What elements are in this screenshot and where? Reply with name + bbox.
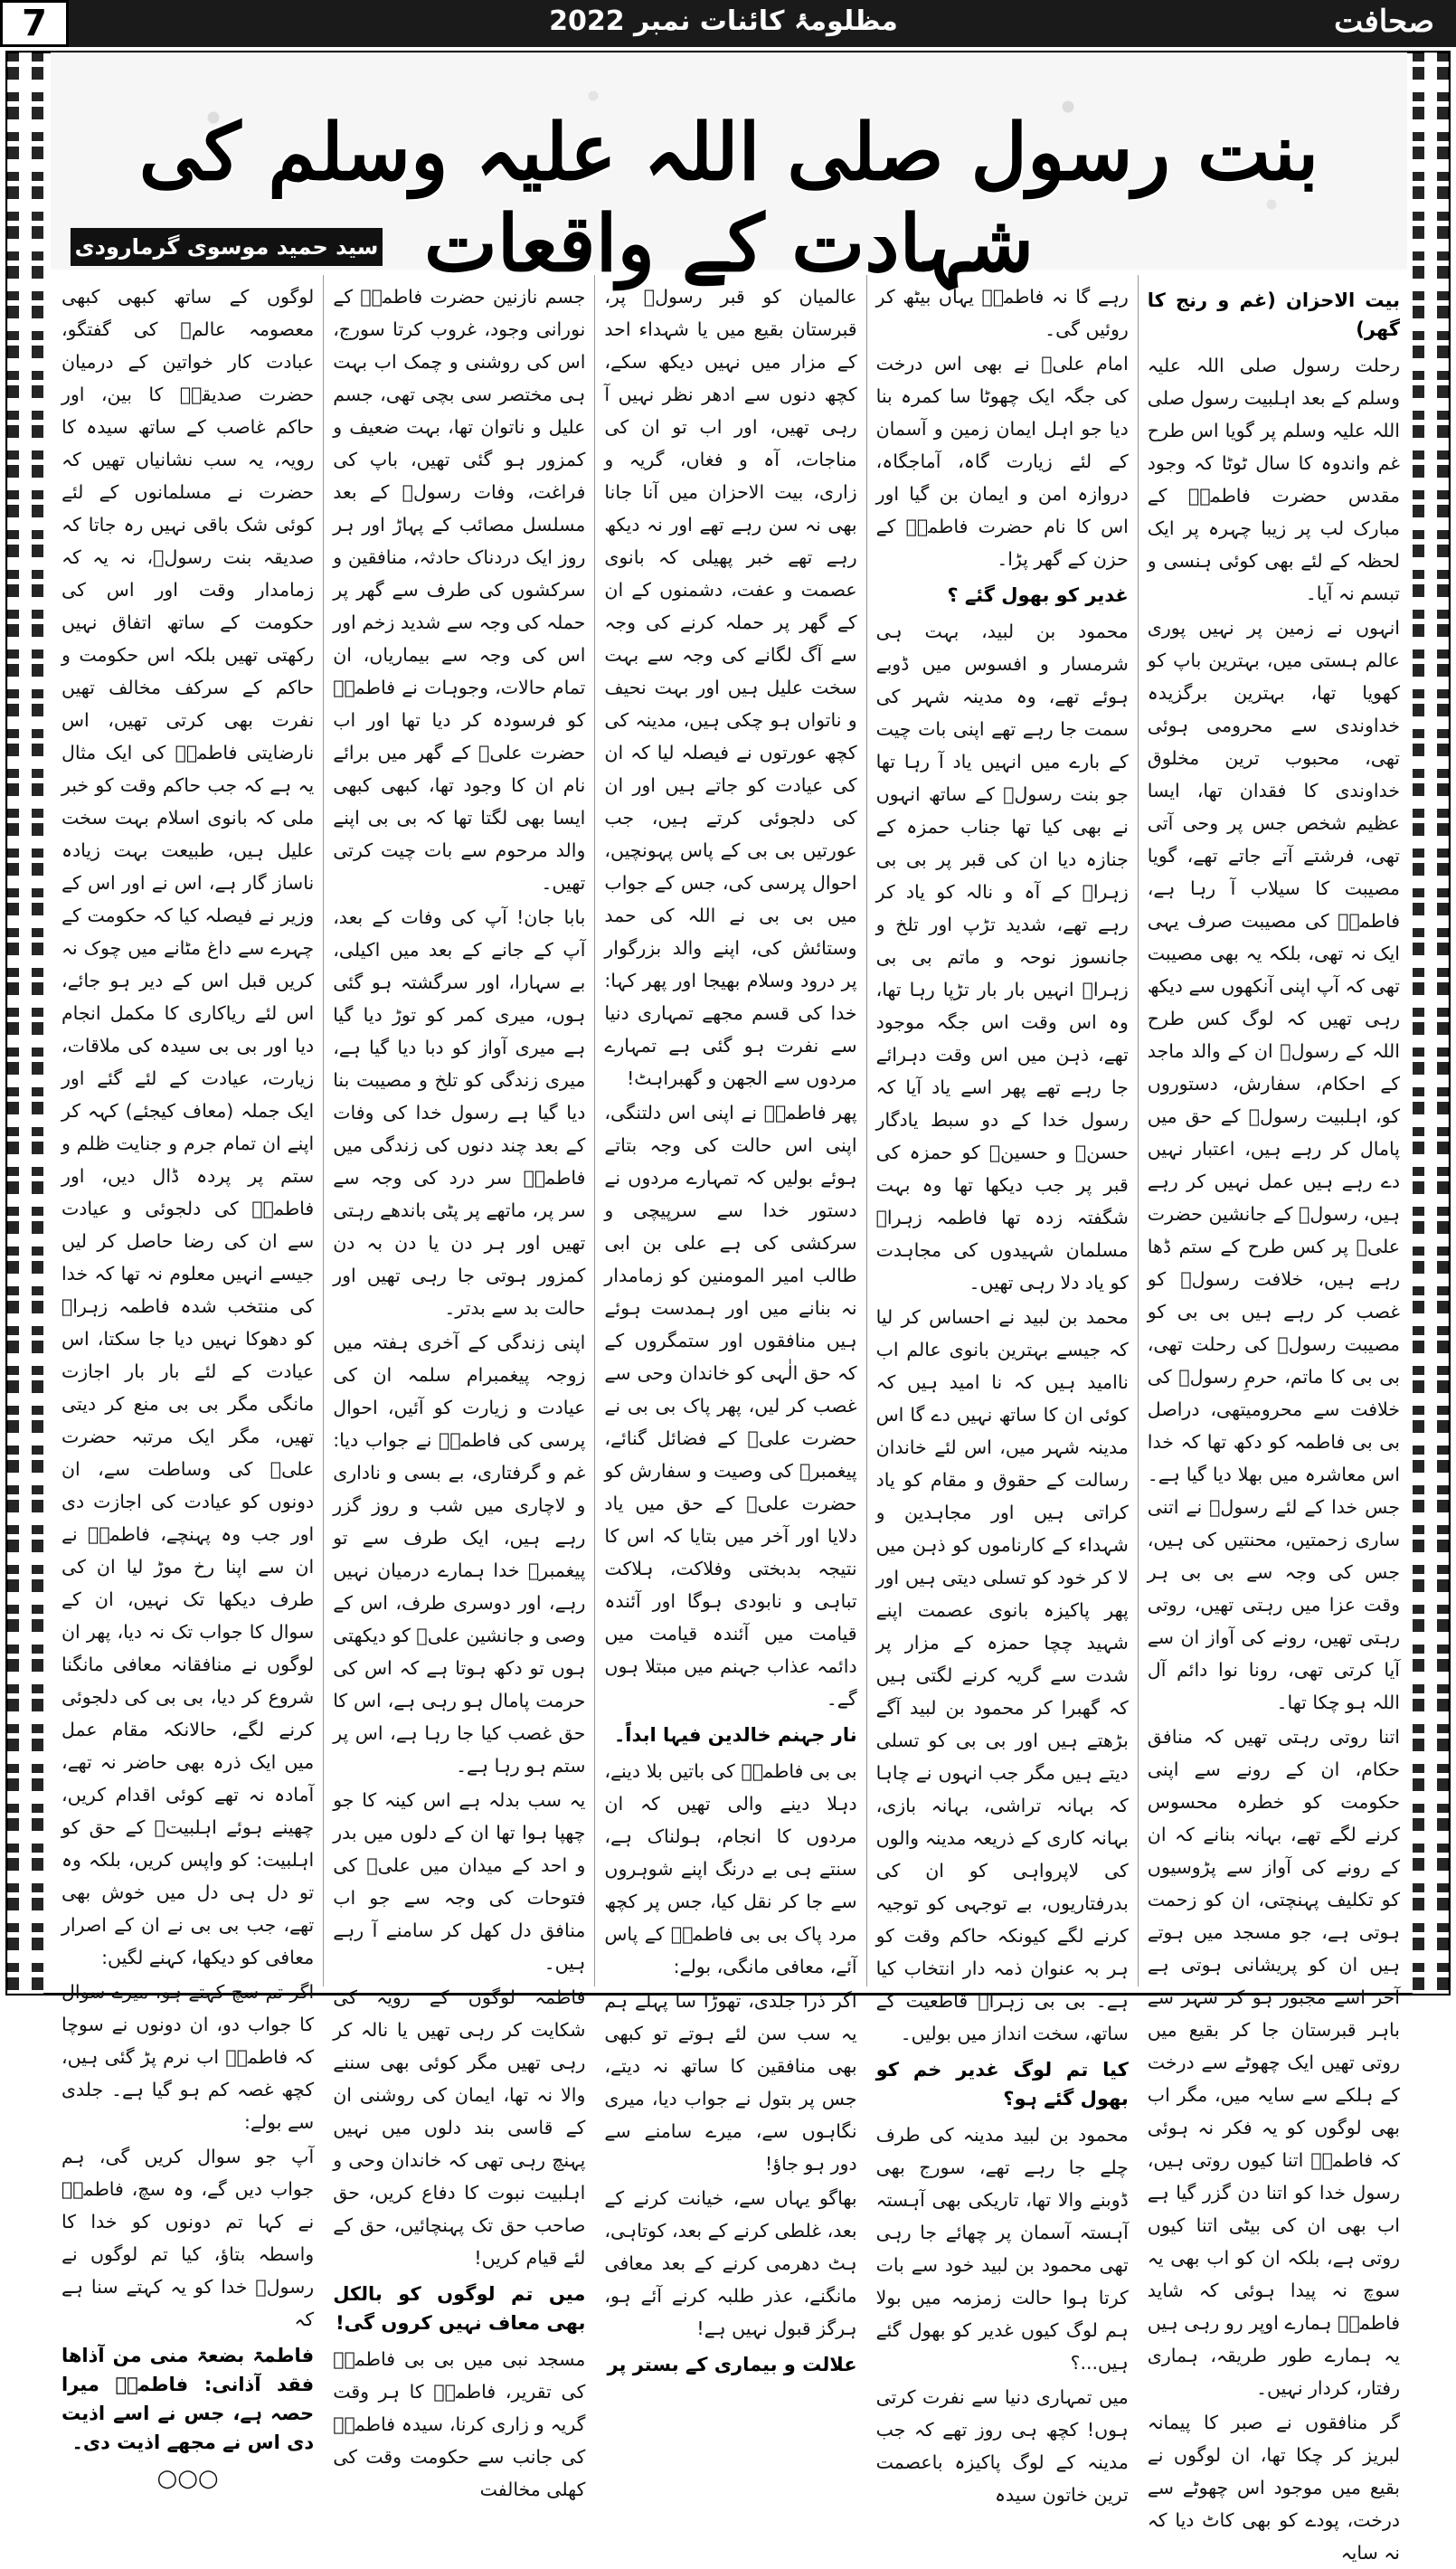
article-paragraph: جسم نازنین حضرت فاطمہؑ کے نورانی وجود، غروب کرتا سورج، اس کی روشنی و چمک اب بہت ہی مختصر سی بچی تھی، جسم علیل و ناتوان تھا، بہت ضعیف و کمزور ہو گئی تھیں، باپ کی فراغت، وفات رسولؐ کے بعد مسلسل مصائب کے پہاڑ اور ہر روز ایک دردناک حادثہ، منافقین و سرکشوں کی طرف سے گھر پر حملہ کی وجہ سے شدید زخم اور اس کی وجہ سے بیماریاں، ان تمام حالات، وجوہات نے فاطمہؑ کو فرسودہ کر دیا تھا اور اب حضرت علیؑ کے گھر میں برائے نام ان کا وجود تھا، کبھی کبھی ایسا بھی لگتا تھا کہ بی بی اپنے والد مرحوم سے بات چیت کرتی تھیں۔ (333, 286, 586, 894)
section-heading: فاطمۃ بضعۃ منی من آذاھا فقد آذانی: فاطمہؑ میرا حصہ ہے، جس نے اسے اذیت دی اس نے مجھے اذیت دی۔ (61, 2345, 315, 2453)
section-heading: غدیر کو بھول گئے ؟ (947, 584, 1129, 606)
article-paragraph: میں تمہاری دنیا سے نفرت کرتی ہوں! کچھ ہی روز تھے کہ جب مدینہ کے لوگ پاکیزہ باعصمت ترین خاتون سیدہ (875, 2386, 1129, 2506)
article-paragraph: امام علیؑ نے بھی اس درخت کی جگہ ایک چھوٹا سا کمرہ بنا دیا جو اہل ایمان زمین و آسمان کے لئے زیارت گاہ، آماجگاہ، دروازہ امن و ایمان بن گیا اور اس کا نام حضرت فاطمہؑ کے حزن کے گھر پڑا۔ (875, 353, 1129, 570)
article-column (594, 275, 865, 2375)
article-paragraph: رحلت رسول صلی اللہ علیہ وسلم کے بعد اہلبیت رسول صلی اللہ علیہ وسلم پر گویا اس طرح غم واندوہ کا سال ٹوٹا کہ وجود مقدس حضرت فاطمہؑ کے مبارک لب پر زیبا چہرہ پر ایک لحظہ کے لئے بھی کوئی ہنسی و تبسم نہ آیا۔ (1147, 355, 1400, 604)
article-columns (52, 275, 1409, 2564)
article-paragraph: اگر تم سچ کہتے ہو، میرے سوال کا جواب دو، ان دونوں نے سوچا کہ فاطمہؑ اب نرم پڑ گئی ہیں، کچھ غصہ کم ہو گیا ہے۔ جلدی سے بولے: (61, 1981, 315, 2133)
article-column (323, 275, 594, 2500)
article-paragraph: اگر ذرا جلدی، تھوڑا سا پہلے ہم یہ سب سن لئے ہوتے تو کبھی بھی منافقین کا ساتھ نہ دیتے، جس پر بتول نے جواب دیا، میری نگاہوں سے، میرے سامنے سے دور ہو جاؤ! (604, 1990, 857, 2175)
article-paragraph: عالمیان کو قبر رسولؐ پر، قبرستان بقیع میں یا شہداء احد کے مزار میں نہیں دیکھ سکے، کچھ دنوں سے ادھر نظر نہیں آ رہی تھیں، اور اب تو ان کی مناجات، آہ و فغاں، گریہ و زاری، بیت الاحزان میں آنا جانا بھی نہ سن رہے تھے اور نہ دیکھ رہے تھے خبر پھیلی کہ بانوی عصمت و عفت، دشمنوں کے ان کے گھر پر حملہ کرنے کی وجہ سے آگ لگانے کی وجہ سے بہت سخت علیل ہیں اور بہت نحیف و ناتواں ہو چکی ہیں، مدینہ کی کچھ عورتوں نے فیصلہ لیا کہ ان کی عیادت کو جاتے ہیں اور ان کی دلجوئی کرتے ہیں، جب عورتیں بی بی کے پاس پہونچیں، احوال پرسی کی، جس کے جواب میں بی بی نے اللہ کی حمد وستائش کی، اپنے والد بزرگوار پر درود وسلام بھیجا اور پھر کہا: خدا کی قسم مجھے تمہاری دنیا سے نفرت ہو گئی ہے تمہارے مردوں سے الجھن و گھبراہٹ! (604, 286, 857, 1089)
section-heading: نار جہنم خالدین فیہا ابداً۔ (613, 1724, 857, 1746)
article-paragraph: لوگوں کے ساتھ کبھی کبھی معصومہ عالمؑ کی گفتگو، عبادت کار خواتین کے درمیان حضرت صدیقہؑ کا بین، اور حاکم غاصب کے ساتھ سیدہ کا رویہ، یہ سب نشانیاں تھیں کہ حضرت نے مسلمانوں کے لئے کوئی شک باقی نہیں رہ جاتا کہ صدیقہ بنت رسولؐ، نہ یہ کہ زمامدار وقت اور اس کی حکومت کے ساتھ اتفاق نہیں رکھتی تھیں بلکہ اس حکومت و حاکم کے سرکف مخالف تھیں نفرت بھی کرتی تھیں، اس نارضایتی فاطمہؑ کی ایک مثال یہ ہے کہ جب حاکم وقت کو خبر ملی کہ بانوی اسلام بہت سخت علیل ہیں، طبیعت بہت زیادہ ناساز گار ہے، اس نے اور اس کے وزیر نے فیصلہ کیا کہ حکومت کے چہرے سے داغ مٹانے میں چوک نہ کریں قبل اس کے دیر ہو جائے، اس لئے ریاکاری کا مکمل انجام دیا اور بی بی سیدہ کی ملاقات، زیارت، عیادت کے لئے گئے اور ایک جملہ (معاف کیجئے) کہہ کر اپنے ان تمام جرم و جنایت ظلم و ستم پر پردہ ڈال دیں، اور فاطمہؑ کی دلجوئی و عیادت سے ان کی رضا حاصل کر لیں جیسے انہیں معلوم نہ تھا کہ خدا کی منتخب شدہ فاطمہ زہراؑ کو دھوکا نہیں دیا جا سکتا، اس عیادت کے لئے بار بار اجازت مانگی مگر بی بی منع کر دیتی تھیں، مگر ایک مرتبہ حضرت علیؑ کی وساطت سے، ان دونوں کو عیادت کی اجازت دی اور جب وہ پہنچے، فاطمہؑ نے ان سے اپنا رخ موڑ لیا ان کی طرف دیکھا تک نہیں، ان کے سوال کا جواب تک نہ دیا، پھر ان لوگوں نے منافقانہ معافی مانگنا شروع کر دیا، بی بی کی دلجوئی کرنے لگے، حالانکہ مقام عمل میں ایک ذرہ بھی حاضر نہ تھے، آمادہ نہ تھے کوئی اقدام کریں، چھینے ہوئے اہلبیتؑ کے حق کو اہلبیت: کو واپس کریں، بلکہ وہ تو دل ہی دل میں خوش بھی تھے، جب بی بی نے ان کے اصرار معافی کو دیکھا، کہنے لگیں: (61, 286, 315, 1968)
right-ornamental-border (1413, 52, 1449, 1994)
article-paragraph: فاطمہ لوگوں کے رویہ کی شکایت کر رہی تھیں یا نالہ کر رہی تھیں مگر کوئی بھی سننے والا نہ تھا، ایمان کی روشنی ان کے قاسی بند دلوں میں نہیں پہنچ رہی تھی کہ خاندان وحی و اہلبیت نبوت کا دفاع کریں، حق صاحب حق تک پہنچائیں، حق کے لئے قیام کریں! (333, 1986, 586, 2269)
article-paragraph: محمود بن لبید مدینہ کی طرف چلے جا رہے تھے، سورج بھی ڈوبنے والا تھا، تاریکی بھی آہستہ آہستہ آسمان پر چھائے جا رہی تھی محمود بن لبید خود سے بات کرتا ہوا حالت زمزمہ میں بولا ہم لوگ کیوں غدیر کو بھول گئے ہیں...؟ (875, 2124, 1129, 2374)
article-column (52, 275, 323, 2492)
article-paragraph: رہے گا نہ فاطمہؑ یہاں بیٹھ کر روئیں گی۔ (875, 286, 1129, 340)
article-column (1138, 275, 1409, 2564)
author-byline: سید حمید موسوی گرمارودی (71, 228, 383, 266)
section-heading: کیا تم لوگ غدیر خم کو بھول گئے ہو؟ (875, 2059, 1129, 2109)
article-paragraph: اتنا روتی رہتی تھیں کہ منافق حکام، ان کے رونے سے اپنی حکومت کو خطرہ محسوس کرنے لگے تھے، بہانہ بنانے کہ ان کے رونے کی آواز سے پڑوسیوں کو تکلیف پہنچتی، ان کو زحمت ہوتی ہے، جو مسجد میں ہوتے ہیں ان کو پریشانی ہوتی ہے آخر اسے مجبور ہو کر شہر سے باہر قبرستان جا کر بقیع میں روتی تھیں ایک چھوٹے سے درخت کے ہلکے سے سایہ میں، مگر اب بھی لوگوں کو یہ فکر نہ ہوئی کہ فاطمہؑ اتنا کیوں روتی ہیں، رسول خدا کو اتنا دن گزر گیا ہے اب بھی ان کی بیٹی اتنا کیوں روتی ہے، بلکہ ان کو اب بھی یہ سوچ نہ پیدا ہوئی کہ شاید فاطمہؑ ہمارے اوپر رو رہی ہیں یہ ہمارے طور طریقہ، ہماری رفتار، کردار نہیں۔ (1147, 1726, 1400, 2399)
article-paragraph: انہوں نے زمین پر نہیں پوری عالم ہستی میں، بہترین باپ کو کھویا تھا، بہترین برگزیدہ خداوندی سے محرومی ہوئی تھی، محبوب ترین مخلوق خداوندی کا فقدان تھا، ایسا عظیم شخص جس پر وحی آتی تھی، فرشتے آتے جاتے تھے، گویا مصیبت کا سیلاب آ رہا ہے، فاطمہؑ کی مصیبت صرف یہی ایک نہ تھی، بلکہ یہ بھی مصیبت تھی کہ آپ اپنی آنکھوں سے دیکھ رہی تھیں کہ لوگ کس طرح اللہ کے رسولؐ ان کے والد ماجد کے احکام، سفارش، دستوروں کو، اہلبیت رسولؐ کے حق میں پامال کر رہے ہیں، اعتبار نہیں دے رہے ہیں عمل نہیں کر رہے ہیں، رسولؐ کے جانشین حضرت علیؑ پر کس طرح کے ستم ڈھا رہے ہیں، خلافت رسولؐ کو غصب کر رہے ہیں بی بی کو مصیبت رسولؐ کی رحلت تھی، بی بی کا ماتم، حرمِ رسولؐ کی خلافت سے محرومیتھی، دراصل بی بی فاطمہ کو دکھ تھا کہ خدا اس معاشرہ میں بھلا دیا گیا ہے۔ جس خدا کے لئے رسولؐ نے اتنی ساری زحمتیں، محنتیں کی ہیں، جس کی وجہ سے بی بی ہر وقت عزا میں رہتی تھیں، روتی رہتی تھیں، رونے کی آواز ان سے آیا کرتی تھی، رونا نوا دائم آل اللہ ہو چکا تھا۔ (1147, 617, 1400, 1713)
article-paragraph: گر منافقوں نے صبر کا پیمانہ لبریز کر چکا تھا، ان لوگوں نے بقیع میں موجود اس چھوٹے سے درخت، پودے کو بھی کاٹ دیا کہ نہ سایہ (1147, 2412, 1400, 2564)
article-paragraph: پھر فاطمہؑ نے اپنی اس دلتنگی، اپنی اس حالت کی وجہ بتاتے ہوئے بولیں کہ تمہارے مردوں نے دستور خدا سے سرپیچی و سرکشی کی ہے علی بن ابی طالب امیر المومنین کو زمامدار نہ بنانے میں اور ہمدست ہوئے ہیں منافقوں اور ستمگروں کے کہ حق الٰہی کو خاندان وحی سے غصب کر لیں، پھر پاک بی بی نے حضرت علیؑ کے فضائل گنائے، پیغمبرؐ کی وصیت و سفارش کو حضرت علیؑ کے حق میں یاد دلایا اور آخر میں بتایا کہ اس کا نتیجہ بدبختی وفلاکت، ہلاکت تباہی و نابودی ہوگا اور آئندہ قیامت میں آئندہ قیامت میں دائمہ عذاب جہنم میں مبتلا ہوں گے۔ (604, 1102, 857, 1710)
page-header (0, 0, 1456, 47)
article-headline: بنت رسول صلی اللہ علیہ وسلم کی شہادت کے واقعات (138, 107, 1319, 289)
article-paragraph: محمود بن لبید، بہت ہی شرمسار و افسوس میں ڈوبے ہوئے تھے، وہ مدینہ شہر کی سمت جا رہے تھے اپنی بات چیت کے بارے میں انہیں یاد آ رہا تھا جو بنت رسولؐ کے ساتھ انہوں نے بھی کیا تھا جناب حمزہ کے جنازہ دیا ان کی قبر پر بی بی زہراؑ کے آہ و نالہ کو یاد کر رہے تھے، شدید تڑپ اور تلخ و جانسوز نوحہ و ماتم بی بی زہراؑ انہیں بار بار تڑپا رہا تھا، وہ اس وقت اس جگہ موجود تھے، ذہن میں اس وقت دہرائے جا رہے تھے پھر اسے یاد آیا کہ رسول خدا کے دو سبط یادگار حسنؑ و حسینؑ کو حمزہ کی قبر پر جب دیکھا تھا وہ بہت شگفتہ زدہ تھا فاطمہ زہراؑ مسلمان شہیدوں کی مجاہدت کو یاد دلا رہی تھیں۔ (875, 621, 1129, 1294)
article-paragraph: یہ سب بدلہ ہے اس کینہ کا جو چھپا ہوا تھا ان کے دلوں میں بدر و احد کے میدان میں علیؑ کی فتوحات کی وجہ سے جو اب منافق دل کھل کر سامنے آ رہے ہیں۔ (333, 1789, 586, 1974)
article-paragraph: آپ جو سوال کریں گی، ہم جواب دیں گے، وہ سچ، فاطمہؑ نے کہا تم دونوں کو خدا کا واسطہ بتاؤ، کیا تم لوگوں نے رسولؐ خدا کو یہ کہتے سنا ہے کہ (61, 2146, 315, 2330)
page-number: 7 (0, 0, 69, 47)
article-column (866, 275, 1138, 2506)
article-paragraph: بابا جان! آپ کی وفات کے بعد، آپ کے جانے کے بعد میں اکیلی، بے سہارا، اور سرگشتہ ہو گئی ہوں، میری کمر کو توڑ دیا گیا ہے میری آواز کو دبا دیا گیا ہے، میری زندگی کو تلخ و مصیبت بنا دیا گیا ہے رسول خدا کی وفات کے بعد چند دنوں کی زندگی میں فاطمہؑ سر درد کی وجہ سے سر پر، ماتھے پر پٹی باندھے رہتی تھیں اور ہر دن یا دن بہ دن کمزور ہوتی جا رہی تھیں اور حالت بد سے بدتر۔ (333, 906, 586, 1319)
article-paragraph: محمد بن لبید نے احساس کر لیا کہ جیسے بہترین بانوی عالم اب ناامید ہیں کہ نا امید ہیں کہ کوئی ان کا ساتھ نہیں دے گا اس مدینہ شہر میں، اس لئے خاندان رسالت کے حقوق و مقام کو یاد کراتی ہیں اور مجاہدین و شہداء کے کارناموں کو ذہن میں لا کر خود کو تسلی دیتی ہیں اور پھر پاکیزہ بانوی عصمت اپنے شہید چچا حمزہ کے مزار پر شدت سے گریہ کرنے لگتی ہیں کہ گھبرا کر محمود بن لبید آگے بڑھتے ہیں اور بی بی کو تسلی دیتے ہیں مگر جب انہوں نے چاہا کہ بہانہ تراشی، بہانہ بازی، بہانہ کاری کے ذریعہ مدینہ والوں کی لاپرواہی کو ان کی بدرفتاریوں، بے توجہی کو توجیہ کرنے لگے کیونکہ حاکم وقت کو ہر بہ عنوان ذمہ دار انتخاب کیا ہے۔ بی بی زہراؑ قاطعیت کے ساتھ، سخت انداز میں بولیں۔ (875, 1306, 1129, 2044)
issue-title: مظلومۂ کائنات نمبر 2022 (549, 5, 898, 37)
article-paragraph: مسجد نبی میں بی بی فاطمہؑ کی تقریر، فاطمہؑ کا ہر وقت گریہ و زاری کرنا، سیدہ فاطمہؑ کی جانب سے حکومت وقت کی کھلی مخالفت (333, 2348, 586, 2500)
article-paragraph: بی بی فاطمہؑ کی باتیں بلا دینے، دہلا دینے والی تھیں کہ ان مردوں کا انجام، ہولناک ہے، سنتے ہی بے درنگ اپنے شوہروں سے جا کر نقل کیا، جس پر کچھ مرد پاک بی بی فاطمہؑ کے پاس آئے، معافی مانگی، بولے: (604, 1760, 857, 1977)
article-end-mark: ○○○ (156, 2465, 219, 2492)
section-heading: علالت و بیماری کے بستر پر (607, 2354, 857, 2375)
left-ornamental-border (7, 52, 43, 1994)
article-paragraph: بھاگو یہاں سے، خیانت کرنے کے بعد، غلطی کرنے کے بعد، کوتاہی، ہٹ دھرمی کرنے کے بعد معافی مانگنے، عذر طلبہ کرنے آئے ہو، ہرگز قبول نہیں ہے! (604, 2187, 857, 2339)
section-heading: بیت الاحزان (غم و رنج کا گھر) (1147, 289, 1400, 340)
newspaper-name: صحافت (1334, 4, 1434, 40)
section-heading: میں تم لوگوں کو بالکل بھی معاف نہیں کروں گی! (333, 2283, 586, 2334)
article-paragraph: اپنی زندگی کے آخری ہفتہ میں زوجہ پیغمبرام سلمہ ان کی عیادت و زیارت کو آئیں، احوال پرسی کی فاطمہؑ نے جواب دیا: غم و گرفتاری، بے بسی و ناداری و لاچاری میں شب و روز گزر رہے ہیں، ایک طرف سے تو پیغمبرؐ خدا ہمارے درمیان نہیں رہے، اور دوسری طرف، اس کے وصی و جانشین علیؑ کو دیکھتی ہوں تو دکھ ہوتا ہے کہ اس کی حرمت پامال ہو رہی ہے، اس کا حق غصب کیا جا رہا ہے، اس پر ستم ہو رہا ہے۔ (333, 1332, 586, 1777)
